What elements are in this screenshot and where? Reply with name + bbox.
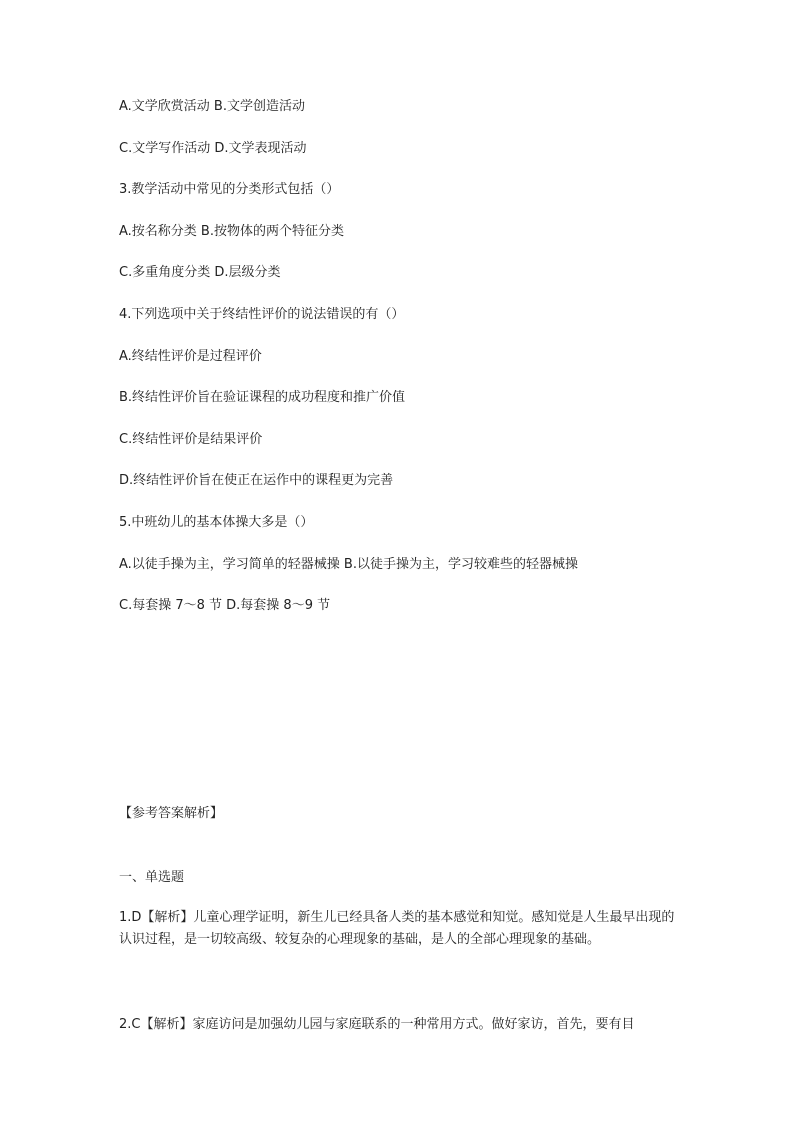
answer-item-2: 2.C【解析】家庭访问是加强幼儿园与家庭联系的一种常用方式。做好家访，首先，要有目 <box>119 1017 635 1032</box>
q5-stem: 5.中班幼儿的基本体操大多是（） <box>119 515 314 530</box>
answers-section-title: 一、单选题 <box>119 870 185 885</box>
q2-options-cd: C.文学写作活动 D.文学表现活动 <box>119 141 307 156</box>
q4-option-d: D.终结性评价旨在使正在运作中的课程更为完善 <box>119 473 394 488</box>
q4-option-b: B.终结性评价旨在验证课程的成功程度和推广价值 <box>119 390 406 405</box>
q5-options-cd: C.每套操 7～8 节 D.每套操 8～9 节 <box>119 598 331 613</box>
q4-option-a: A.终结性评价是过程评价 <box>119 349 262 364</box>
answers-heading: 【参考答案解析】 <box>119 806 224 821</box>
q3-options-ab: A.按名称分类 B.按物体的两个特征分类 <box>119 224 344 239</box>
q3-options-cd: C.多重角度分类 D.层级分类 <box>119 265 281 280</box>
q2-options-ab: A.文学欣赏活动 B.文学创造活动 <box>119 99 305 114</box>
q4-option-c: C.终结性评价是结果评价 <box>119 432 263 447</box>
q4-stem: 4.下列选项中关于终结性评价的说法错误的有（） <box>119 307 405 322</box>
q3-stem: 3.教学活动中常见的分类形式包括（） <box>119 182 340 197</box>
q5-options-ab: A.以徒手操为主，学习简单的轻器械操 B.以徒手操为主，学习较难些的轻器械操 <box>119 557 578 572</box>
answer-item-1: 1.D【解析】儿童心理学证明，新生儿已经具备人类的基本感觉和知觉。感知觉是人生最早出现的认识过程，是一切较高级、较复杂的心理现象的基础，是人的全部心理现象的基础。 <box>119 910 675 947</box>
